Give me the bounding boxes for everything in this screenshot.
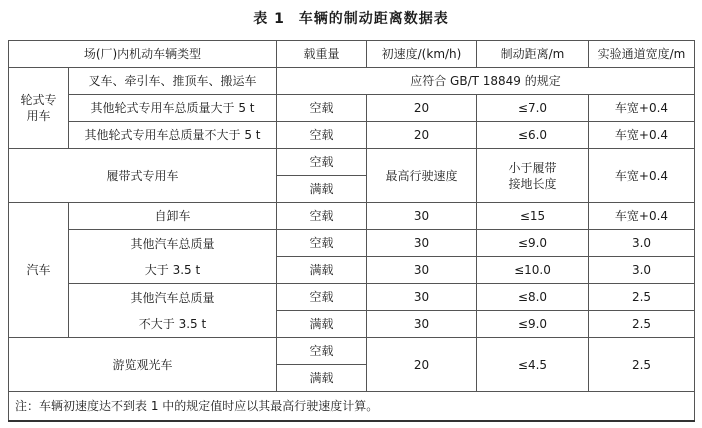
table-row <box>9 203 695 230</box>
type-line: 其他汽车总质量 <box>130 290 215 305</box>
distance-cell <box>477 149 589 203</box>
header-width: 实验通道宽度/m <box>589 41 695 68</box>
width-cell: 车宽+0.4 <box>589 122 695 149</box>
merged-standard-cell: 应符合 GB/T 18849 的规定 <box>277 68 695 95</box>
load-cell: 空载 <box>277 230 367 257</box>
header-distance: 制动距离/m <box>477 41 589 68</box>
table-row <box>9 230 695 257</box>
width-cell: 2.5 <box>589 284 695 311</box>
distance-line: 小于履带 <box>508 160 557 175</box>
table-row <box>9 149 695 176</box>
header-load: 载重量 <box>277 41 367 68</box>
load-cell: 空载 <box>277 203 367 230</box>
width-cell: 3.0 <box>589 257 695 284</box>
distance-cell: ≤15 <box>477 203 589 230</box>
load-cell: 满载 <box>277 311 367 338</box>
load-cell: 满载 <box>277 257 367 284</box>
table-number: 表 1 <box>253 11 285 27</box>
load-cell: 空载 <box>277 149 367 176</box>
load-cell: 满载 <box>277 365 367 392</box>
distance-line: 接地长度 <box>508 176 557 191</box>
type-line: 其他汽车总质量 <box>130 236 215 251</box>
table-row <box>9 122 695 149</box>
speed-cell: 20 <box>367 95 477 122</box>
vehicle-type-cell <box>69 284 277 338</box>
type-line: 大于 3.5 t <box>144 262 201 277</box>
vehicle-type-cell <box>69 230 277 284</box>
vehicle-type-cell: 其他轮式专用车总质量不大于 5 t <box>69 122 277 149</box>
load-cell: 空载 <box>277 284 367 311</box>
note-row <box>9 392 695 422</box>
vehicle-type-cell: 叉车、牵引车、推顶车、搬运车 <box>69 68 277 95</box>
speed-cell: 30 <box>367 284 477 311</box>
table-title: 车辆的制动距离数据表 <box>298 11 449 27</box>
distance-cell: ≤4.5 <box>477 338 589 392</box>
speed-cell: 20 <box>367 338 477 392</box>
load-cell: 空载 <box>277 95 367 122</box>
header-row <box>9 41 695 68</box>
width-cell: 车宽+0.4 <box>589 203 695 230</box>
table-row <box>9 338 695 365</box>
width-cell: 3.0 <box>589 230 695 257</box>
distance-cell: ≤6.0 <box>477 122 589 149</box>
vehicle-type-cell: 其他轮式专用车总质量大于 5 t <box>69 95 277 122</box>
vehicle-type-cell: 自卸车 <box>69 203 277 230</box>
speed-cell: 最高行驶速度 <box>367 149 477 203</box>
distance-cell: ≤9.0 <box>477 311 589 338</box>
type-line: 不大于 3.5 t <box>138 316 207 331</box>
width-cell: 车宽+0.4 <box>589 149 695 203</box>
table-note: 注：车辆初速度达不到表 1 中的规定值时应以其最高行驶速度计算。 <box>9 392 695 422</box>
vehicle-type-cell: 履带式专用车 <box>9 149 277 203</box>
speed-cell: 30 <box>367 257 477 284</box>
vehicle-type-cell: 游览观光车 <box>9 338 277 392</box>
table-row <box>9 68 695 95</box>
distance-cell: ≤7.0 <box>477 95 589 122</box>
load-cell: 空载 <box>277 122 367 149</box>
width-cell: 车宽+0.4 <box>589 95 695 122</box>
speed-cell: 30 <box>367 203 477 230</box>
header-vehicle-type: 场(厂)内机动车辆类型 <box>9 41 277 68</box>
load-cell: 空载 <box>277 338 367 365</box>
distance-cell: ≤10.0 <box>477 257 589 284</box>
group-label: 轮式专用车 <box>20 93 57 123</box>
group-truck: 汽车 <box>9 203 69 338</box>
speed-cell: 20 <box>367 122 477 149</box>
braking-distance-table <box>8 40 695 422</box>
table-row <box>9 95 695 122</box>
table-caption <box>0 8 702 28</box>
distance-cell: ≤8.0 <box>477 284 589 311</box>
group-wheeled <box>9 68 69 149</box>
distance-cell: ≤9.0 <box>477 230 589 257</box>
width-cell: 2.5 <box>589 338 695 392</box>
speed-cell: 30 <box>367 230 477 257</box>
width-cell: 2.5 <box>589 311 695 338</box>
table-row <box>9 284 695 311</box>
header-speed: 初速度/(km/h) <box>367 41 477 68</box>
speed-cell: 30 <box>367 311 477 338</box>
load-cell: 满载 <box>277 176 367 203</box>
